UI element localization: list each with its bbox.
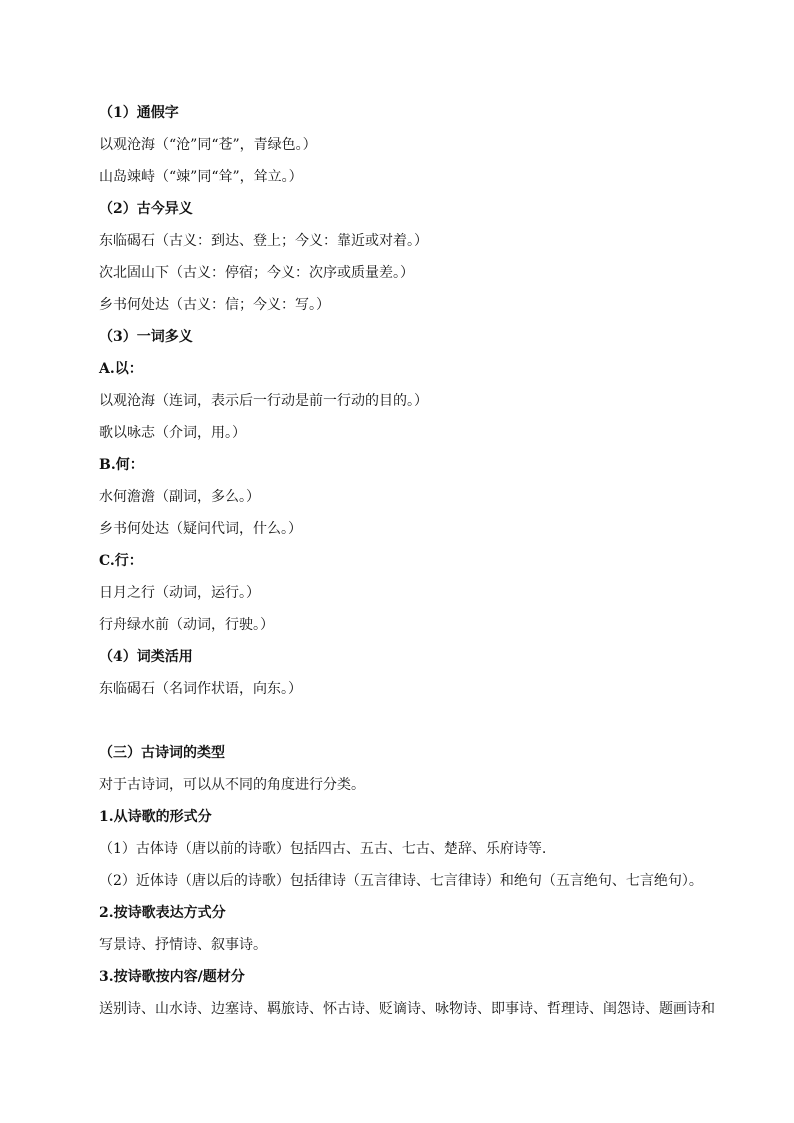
duoyi-c-line-2: 行舟绿水前（动词，行驶。）	[99, 617, 274, 633]
tongjia-line-2: 山岛竦峙（“竦”同“耸”，耸立。）	[99, 169, 303, 185]
expression-text: 写景诗、抒情诗、叙事诗。	[99, 937, 267, 953]
huoyong-line-1: 东临碣石（名词作状语，向东。）	[99, 681, 302, 697]
duoyi-label-a: A.以：	[99, 361, 143, 377]
sub-heading-form: 1.从诗歌的形式分	[99, 809, 212, 825]
gujin-line-2: 次北固山下（古义：停宿；今义：次序或质量差。）	[99, 265, 414, 281]
section-heading-poem-types: （三）古诗词的类型	[99, 745, 225, 761]
form-item-1: （1）古体诗（唐以前的诗歌）包括四古、五古、七古、楚辞、乐府诗等.	[99, 841, 547, 857]
duoyi-label-c: C.行：	[99, 553, 143, 569]
content-text: 送别诗、山水诗、边塞诗、羁旅诗、怀古诗、贬谪诗、咏物诗、即事诗、哲理诗、闺怨诗、题画诗和	[99, 1001, 715, 1017]
duoyi-b-line-2: 乡书何处达（疑问代词，什么。）	[99, 521, 302, 537]
form-item-2: （2）近体诗（唐以后的诗歌）包括律诗（五言律诗、七言律诗）和绝句（五言绝句、七言绝句）。	[99, 873, 703, 889]
heading-duoyi: （3）一词多义	[99, 329, 193, 345]
sub-heading-content: 3.按诗歌按内容/题材分	[99, 969, 245, 985]
gujin-line-1: 东临碣石（古义：到达、登上；今义：靠近或对着。）	[99, 233, 428, 249]
gujin-line-3: 乡书何处达（古义：信；今义：写。）	[99, 297, 330, 313]
section-intro: 对于古诗词，可以从不同的角度进行分类。	[99, 777, 365, 793]
duoyi-a-line-1: 以观沧海（连词，表示后一行动是前一行动的目的。）	[99, 393, 428, 409]
duoyi-c-line-1: 日月之行（动词，运行。）	[99, 585, 260, 601]
heading-gujin: （2）古今异义	[99, 201, 193, 217]
duoyi-label-b: B.何：	[99, 457, 144, 473]
duoyi-b-line-1: 水何澹澹（副词，多么。）	[99, 489, 260, 505]
heading-tongjia: （1）通假字	[99, 105, 179, 121]
duoyi-a-line-2: 歌以咏志（介词，用。）	[99, 425, 246, 441]
sub-heading-expression: 2.按诗歌表达方式分	[99, 905, 226, 921]
heading-huoyong: （4）词类活用	[99, 649, 193, 665]
tongjia-line-1: 以观沧海（“沧”同“苍”，青绿色。）	[99, 137, 317, 153]
